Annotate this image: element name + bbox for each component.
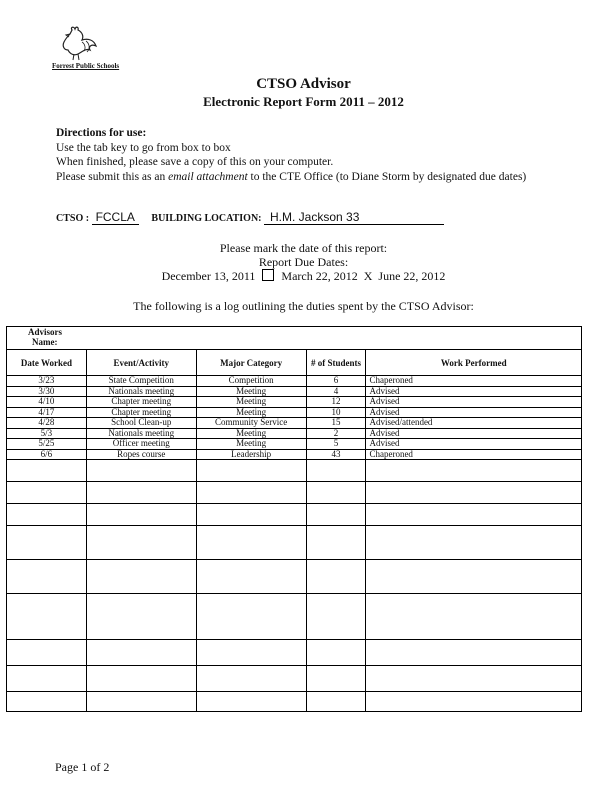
name-label: Name: [32,337,58,347]
building-location-label: BUILDING LOCATION: [151,213,262,224]
email-attachment-text: email attachment [168,170,248,183]
cell-students[interactable]: 12 [306,397,366,408]
cell-date[interactable]: 5/3 [7,428,87,439]
blank-cell[interactable] [7,460,87,482]
blank-cell[interactable] [306,482,366,504]
blank-cell[interactable] [7,560,87,594]
blank-row [7,460,582,482]
due-date-1-checkbox[interactable] [262,269,274,281]
col-header-students: # of Students [306,350,366,376]
blank-cell[interactable] [7,594,87,640]
cell-event[interactable]: Nationals meeting [86,428,196,439]
cell-event[interactable]: Nationals meeting [86,386,196,397]
cell-event[interactable]: Ropes course [86,449,196,460]
cell-category[interactable]: Community Service [196,418,306,429]
cell-students[interactable]: 6 [306,376,366,387]
cell-category[interactable]: Competition [196,376,306,387]
cell-work[interactable]: Advised [366,439,582,450]
cell-event[interactable]: Chapter meeting [86,397,196,408]
blank-cell[interactable] [86,482,196,504]
advisor-log-table [6,326,582,712]
cell-work[interactable]: Advised [366,428,582,439]
blank-cell[interactable] [86,526,196,560]
cell-event[interactable]: State Competition [86,376,196,387]
ctso-field[interactable]: FCCLA [92,210,139,225]
table-row [7,397,582,408]
cell-date[interactable]: 5/25 [7,439,87,450]
blank-row [7,504,582,526]
col-header-work: Work Performed [366,350,582,376]
due-date-2: March 22, 2012 [281,269,358,283]
due-dates-row [0,269,607,284]
cell-date[interactable]: 6/6 [7,449,87,460]
cell-event[interactable]: Officer meeting [86,439,196,450]
cell-date[interactable]: 4/28 [7,418,87,429]
blank-cell[interactable] [306,526,366,560]
blank-cell[interactable] [366,560,582,594]
table-row [7,407,582,418]
col-header-category: Major Category [196,350,306,376]
cell-students[interactable]: 5 [306,439,366,450]
page-title: CTSO Advisor [256,76,351,92]
cell-category[interactable]: Meeting [196,407,306,418]
directions-line-1: Use the tab key to go from box to box [56,141,231,154]
cell-students[interactable]: 10 [306,407,366,418]
advisor-name-row [7,327,582,350]
due-date-3: June 22, 2012 [378,269,446,283]
cell-category[interactable]: Meeting [196,428,306,439]
blank-cell[interactable] [86,692,196,712]
blank-cell[interactable] [306,640,366,666]
blank-row [7,666,582,692]
blank-cell[interactable] [196,482,306,504]
table-row [7,376,582,387]
blank-row [7,560,582,594]
blank-cell[interactable] [7,692,87,712]
blank-cell[interactable] [196,460,306,482]
blank-cell[interactable] [7,526,87,560]
cell-category[interactable]: Meeting [196,397,306,408]
school-logo [52,26,122,74]
blank-cell[interactable] [306,666,366,692]
cell-students[interactable]: 43 [306,449,366,460]
blank-row [7,594,582,640]
blank-cell[interactable] [306,692,366,712]
blank-row [7,692,582,712]
blank-row [7,526,582,560]
blank-cell[interactable] [196,666,306,692]
blank-cell[interactable] [306,460,366,482]
blank-cell[interactable] [366,692,582,712]
blank-cell[interactable] [366,504,582,526]
cell-category[interactable]: Meeting [196,386,306,397]
blank-cell[interactable] [86,666,196,692]
blank-cell[interactable] [86,640,196,666]
cell-event[interactable]: School Clean-up [86,418,196,429]
log-intro: The following is a log outlining the duties spent by the CTSO Advisor: [133,299,474,313]
advisor-name-field[interactable] [7,327,582,350]
due-date-1: December 13, 2011 [161,269,256,283]
blank-row [7,640,582,666]
cell-date[interactable]: 3/23 [7,376,87,387]
header-row [7,350,582,376]
blank-cell[interactable] [7,640,87,666]
col-header-date: Date Worked [7,350,87,376]
blank-cell[interactable] [366,666,582,692]
directions-line-2: When finished, please save a copy of this on your computer. [56,156,334,168]
cell-students[interactable]: 2 [306,428,366,439]
cell-students[interactable]: 4 [306,386,366,397]
logo-text: Forrest Public Schools [52,62,120,70]
cell-event[interactable]: Chapter meeting [86,407,196,418]
blank-row [7,482,582,504]
ctso-row [56,210,444,225]
blank-cell[interactable] [366,460,582,482]
blank-cell[interactable] [7,666,87,692]
cell-date[interactable]: 4/17 [7,407,87,418]
table-row [7,439,582,450]
cell-category[interactable]: Meeting [196,439,306,450]
directions-line-3-start: Please submit this as an [56,170,169,183]
table-row [7,428,582,439]
blank-cell[interactable] [196,640,306,666]
blank-cell[interactable] [366,594,582,640]
blank-cell[interactable] [366,526,582,560]
directions [56,126,556,184]
blank-cell[interactable] [366,482,582,504]
table-row [7,449,582,460]
cell-date[interactable]: 3/30 [7,386,87,397]
blank-cell[interactable] [7,482,87,504]
blank-cell[interactable] [7,504,87,526]
table-row [7,418,582,429]
cell-work[interactable]: Advised [366,386,582,397]
blank-cell[interactable] [196,504,306,526]
building-location-field[interactable]: H.M. Jackson 33 [264,210,444,225]
cell-work[interactable]: Chaperoned [366,376,582,387]
blank-cell[interactable] [306,560,366,594]
mark-date-text: Please mark the date of this report: [219,241,388,255]
col-header-event: Event/Activity [86,350,196,376]
rooster-icon [52,26,102,62]
page-subtitle: Electronic Report Form 2011 – 2012 [203,94,404,109]
blank-cell[interactable] [86,460,196,482]
blank-cell[interactable] [196,560,306,594]
due-dates-label: Report Due Dates: [258,255,349,269]
cell-work[interactable]: Advised/attended [366,418,582,429]
cell-category[interactable]: Leadership [196,449,306,460]
cell-students[interactable]: 15 [306,418,366,429]
blank-cell[interactable] [366,640,582,666]
blank-cell[interactable] [196,594,306,640]
cell-work[interactable]: Chaperoned [366,449,582,460]
blank-cell[interactable] [306,594,366,640]
blank-cell[interactable] [86,560,196,594]
directions-heading: Directions for use: [56,127,147,139]
blank-cell[interactable] [86,594,196,640]
cell-date[interactable]: 4/10 [7,397,87,408]
blank-cell[interactable] [196,692,306,712]
advisors-label: Advisors [28,327,63,337]
directions-line-3 [56,170,556,185]
blank-cell[interactable] [86,504,196,526]
ctso-label: CTSO : [56,213,90,224]
due-date-2-marker[interactable]: X [363,269,373,283]
blank-cell[interactable] [306,504,366,526]
page-number: Page 1 of 2 [55,760,110,774]
cell-work[interactable]: Advised [366,407,582,418]
blank-cell[interactable] [196,526,306,560]
directions-line-3-end: to the CTE Office (to Diane Storm by designated due dates) [247,170,527,183]
table-row [7,386,582,397]
cell-work[interactable]: Advised [366,397,582,408]
